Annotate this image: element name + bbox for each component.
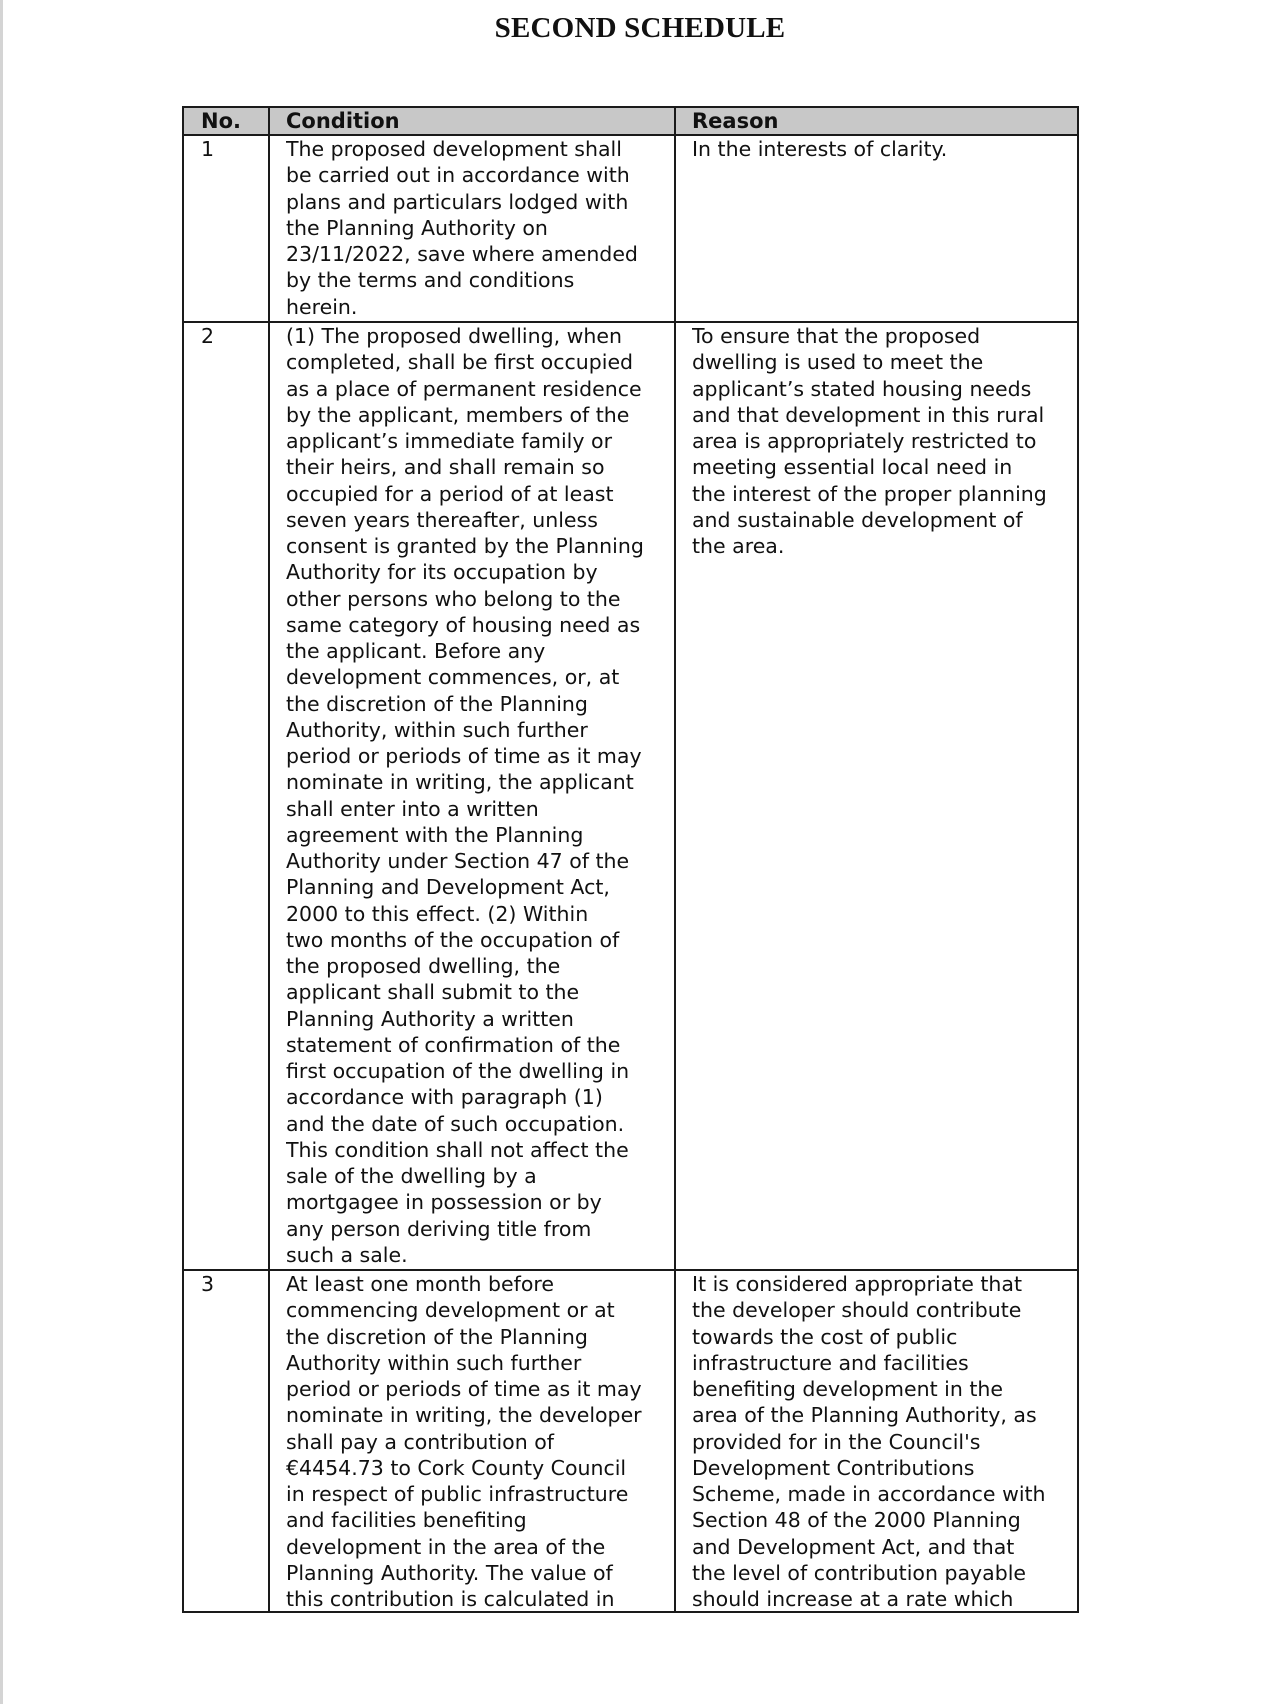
row-2-no: 2 <box>201 324 215 348</box>
row-1-reason: In the interests of clarity. <box>692 137 948 161</box>
row-2-condition: (1) The proposed dwelling, when completed, shall be first occupied as a place of permanent residence by the applicant, members of the applicant’s immediate family or their heirs, and shall remain so occupied for a period of at least seven years thereafter, unless consent is granted by the Planning Authority for its occupation by other persons who belong to the same category of housing need as the applicant. Before any development commences, or, at the discretion of the Planning Authority, within such further period or periods of time as it may nominate in writing, the applicant shall enter into a written agreement with the Planning Authority under Section 47 of the Planning and Development Act, 2000 to this effect. (2) Within two months of the occupation of the proposed dwelling, the applicant shall submit to the Planning Authority a written statement of confirmation of the first occupation of the dwelling in accordance with paragraph (1) and the date of such occupation. This condition shall not affect the sale of the dwelling by a mortgagee in possession or by any person deriving title from such a sale. <box>286 324 644 1267</box>
row-3-no: 3 <box>201 1272 215 1296</box>
page-title: SECOND SCHEDULE <box>494 12 786 44</box>
page-left-edge <box>0 0 3 1704</box>
header-no: No. <box>201 109 241 133</box>
row-1-condition: The proposed development shall be carried out in accordance with plans and particulars lodged with the Planning Authority on 23/11/2022, save where amended by the terms and conditions herein. <box>286 137 638 319</box>
schedule-table <box>182 106 1079 1613</box>
row-3-condition: At least one month before commencing development or at the discretion of the Planning Authority within such further period or periods of time as it may nominate in writing, the developer shall pay a contribution of €4454.73 to Cork County Council in respect of public infrastructure and facilities benefiting development in the area of the Planning Authority. The value of this contribution is calculated in <box>286 1272 642 1611</box>
header-reason: Reason <box>692 109 779 133</box>
header-condition: Condition <box>286 109 400 133</box>
row-1-no: 1 <box>201 137 215 161</box>
row-2-reason: To ensure that the proposed dwelling is used to meet the applicant’s stated housing needs and that development in this rural area is appropriately restricted to meeting essential local need in the interest of the proper planning and sustainable development of the area. <box>692 324 1047 558</box>
column-divider <box>268 108 270 1611</box>
row-3-reason: It is considered appropriate that the developer should contribute towards the cost of public infrastructure and facilities benefiting development in the area of the Planning Authority, as provided for in the Council's Development Contributions Scheme, made in accordance with Section 48 of the 2000 Planning and Development Act, and that the level of contribution payable should increase at a rate which <box>692 1272 1046 1611</box>
